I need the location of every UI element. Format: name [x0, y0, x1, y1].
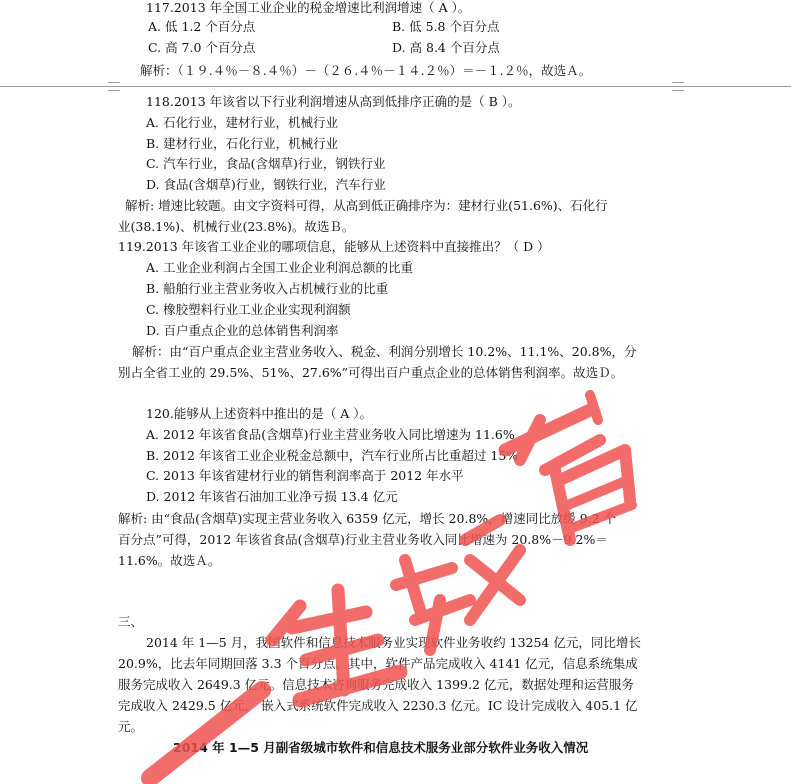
- q120-analysis-line-3: 11.6%。故选Ａ。: [118, 553, 221, 568]
- q118-analysis-line-1: 解析: 增速比较题。由文字资料可得，从高到低正确排序为：建材行业(51.6%)、石化行: [125, 198, 608, 213]
- section-3-paragraph-line-2: 20.9%，比去年同期回落 3.3 个百分点。其中，软件产品完成收入 4141 亿元，信息系统集成: [118, 656, 638, 671]
- q117-option-a: A. 低 1.2 个百分点: [148, 19, 256, 34]
- page-break-mark-left-2: [108, 90, 120, 91]
- q119-option-c: C. 橡胶塑料行业工业企业实现利润额: [146, 302, 351, 317]
- section-3-paragraph-line-5: 元。: [118, 719, 144, 734]
- section-3-paragraph-line-1: 2014 年 1—5 月，我国软件和信息技术服务业实现软件业务收约 13254 亿元，同比增长: [146, 635, 641, 650]
- q119-analysis-line-2: 别占全省工业的 29.5%、51%、27.6%”可得出百户重点企业的总体销售利润率。故选Ｄ。: [118, 365, 624, 380]
- q117-question: 117.2013 年全国工业企业的税金增速比利润增速（ A ）。: [146, 0, 471, 15]
- q118-option-d: D. 食品(含烟草)行业，钢铁行业，汽车行业: [146, 177, 386, 192]
- section-3-label: 三、: [118, 614, 144, 629]
- q120-analysis-line-1: 解析: 由“食品(含烟草)实现主营业务收入 6359 亿元，增长 20.8%，增速同比放缓 9.2 个: [118, 511, 617, 526]
- q120-analysis-line-2: 百分点”可得，2012 年该省食品(含烟草)行业主营业务收入同比增速为 20.8%－9.2%＝: [118, 532, 608, 547]
- page-break-mark-right: [672, 82, 684, 83]
- table-title: 2014 年 1—5 月副省级城市软件和信息技术服务业部分软件业务收入情况: [173, 740, 589, 755]
- q118-option-a: A. 石化行业，建材行业，机械行业: [146, 115, 338, 130]
- q120-option-d: D. 2012 年该省石油加工业净亏损 13.4 亿元: [146, 489, 398, 504]
- q117-option-d: D. 高 8.4 个百分点: [392, 40, 500, 55]
- q118-analysis-line-2: 业(38.1%)、机械行业(23.8%)。故选Ｂ。: [118, 219, 355, 234]
- q117-option-c: C. 高 7.0 个百分点: [148, 40, 256, 55]
- q119-analysis-line-1: 解析：由“百户重点企业主营业务收入、税金、利润分别增长 10.2%、11.1%、20.8%，分: [132, 344, 637, 359]
- section-3-paragraph-line-3: 服务完成收入 2649.3 亿元。信息技术咨询服务完成收入 1399.2 亿元，数据处理和运营服务: [118, 677, 634, 692]
- q120-option-b: B. 2012 年该省工业企业税金总额中，汽车行业所占比重超过 15%: [146, 448, 519, 463]
- page-break-divider: [0, 86, 791, 87]
- q119-question: 119.2013 年该省工业企业的哪项信息，能够从上述资料中直接推出？（ D ）: [118, 239, 550, 254]
- q119-option-b: B. 船舶行业主营业务收入占机械行业的比重: [146, 281, 389, 296]
- q119-option-d: D. 百户重点企业的总体销售利润率: [146, 323, 339, 338]
- q119-option-a: A. 工业企业利润占全国工业企业利润总额的比重: [146, 260, 413, 275]
- q118-option-b: B. 建材行业，石化行业，机械行业: [146, 136, 339, 151]
- q117-option-b: B. 低 5.8 个百分点: [392, 19, 500, 34]
- q120-option-a: A. 2012 年该省食品(含烟草)行业主营业务收入同比增速为 11.6%: [146, 427, 515, 442]
- page-break-mark-right-2: [672, 90, 684, 91]
- q117-analysis: 解析：（１９.４％－８.４％）－（２６.４％－１４.２％）＝－１.２％，故选Ａ。: [140, 63, 592, 78]
- q120-option-c: C. 2013 年该省建材行业的销售利润率高于 2012 年水平: [146, 468, 464, 483]
- page-break-mark-left: [108, 82, 120, 83]
- q118-option-c: C. 汽车行业，食品(含烟草)行业，钢铁行业: [146, 156, 386, 171]
- q120-question: 120.能够从上述资料中推出的是（ A ）。: [146, 406, 373, 421]
- section-3-paragraph-line-4: 完成收入 2429.5 亿元， 嵌入式系统软件完成收入 2230.3 亿元。IC 设计完成收入 405.1 亿: [118, 698, 638, 713]
- q118-question: 118.2013 年该省以下行业利润增速从高到低排序正确的是（ B ）。: [146, 94, 521, 109]
